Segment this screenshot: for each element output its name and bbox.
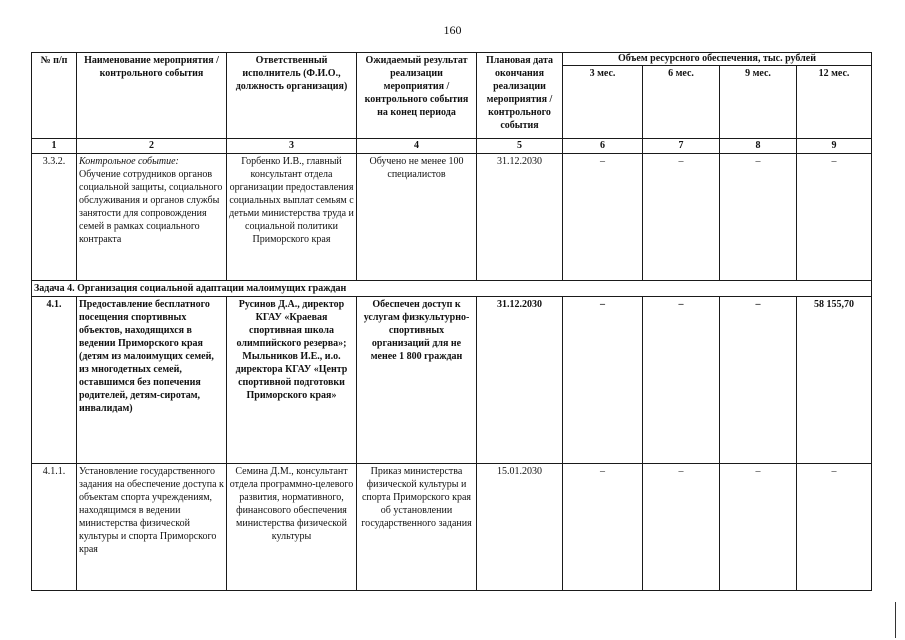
header-num: № п/п <box>32 53 77 139</box>
row-9-months: – <box>720 464 797 591</box>
column-number: 2 <box>77 139 227 154</box>
row-6-months: – <box>643 154 720 281</box>
action-plan-table <box>31 52 872 591</box>
header-6-months: 6 мес. <box>643 66 720 139</box>
row-name: Предоставление бесплатного посещения спортивных объектов, находящихся в ведении Приморского края (детям из малоимущих семей, из многодетных семей, оставшимся без попечения родителей, детям-сиротам, инвалидам) <box>77 297 227 464</box>
table-row <box>32 464 872 591</box>
row-num: 4.1. <box>32 297 77 464</box>
column-number: 3 <box>227 139 357 154</box>
row-12-months: – <box>797 154 872 281</box>
header-name: Наименование мероприятия / контрольного события <box>77 53 227 139</box>
row-result: Приказ министерства физической культуры и спорта Приморского края об установлении государственного задания <box>357 464 477 591</box>
scan-edge-mark <box>895 602 896 638</box>
task-title: Задача 4. Организация социальной адаптации малоимущих граждан <box>32 281 872 297</box>
row-result: Обучено не менее 100 специалистов <box>357 154 477 281</box>
column-number: 8 <box>720 139 797 154</box>
header-date: Плановая дата окончания реализации мероприятия / контрольного события <box>477 53 563 139</box>
column-numbers-row <box>32 139 872 154</box>
column-number: 4 <box>357 139 477 154</box>
row-9-months: – <box>720 297 797 464</box>
header-9-months: 9 мес. <box>720 66 797 139</box>
row-9-months: – <box>720 154 797 281</box>
table-row <box>32 297 872 464</box>
row-num: 4.1.1. <box>32 464 77 591</box>
table-row <box>32 154 872 281</box>
column-number: 7 <box>643 139 720 154</box>
row-responsible: Русинов Д.А., директор КГАУ «Краевая спортивная школа олимпийского резерва»; Мыльников И.Е., и.о. директора КГАУ «Центр спортивной подготовки Приморского края» <box>227 297 357 464</box>
row-3-months: – <box>563 154 643 281</box>
row-3-months: – <box>563 464 643 591</box>
row-responsible: Горбенко И.В., главный консультант отдела организации предоставления социальных выплат семьям с детьми министерства труда и социальной политики Приморского края <box>227 154 357 281</box>
task-row <box>32 281 872 297</box>
row-12-months: 58 155,70 <box>797 297 872 464</box>
row-6-months: – <box>643 464 720 591</box>
row-12-months: – <box>797 464 872 591</box>
row-name: Контрольное событие: Обучение сотрудников органов социальной защиты, социального обслуживания и органов службы занятости для сопровождения семей в рамках социального контракта <box>77 154 227 281</box>
column-number: 1 <box>32 139 77 154</box>
row-num: 3.3.2. <box>32 154 77 281</box>
header-12-months: 12 мес. <box>797 66 872 139</box>
row-6-months: – <box>643 297 720 464</box>
column-number: 6 <box>563 139 643 154</box>
column-number: 5 <box>477 139 563 154</box>
page-number: 160 <box>443 23 462 37</box>
row-responsible: Семина Д.М., консультант отдела программно-целевого развития, нормативного, финансового обеспечения министерства физической культуры <box>227 464 357 591</box>
header-resources: Объем ресурсного обеспечения, тыс. рублей <box>563 53 872 66</box>
header-responsible: Ответственный исполнитель (Ф.И.О., должность организация) <box>227 53 357 139</box>
header-row <box>32 53 872 66</box>
header-result: Ожидаемый результат реализации мероприятия / контрольного события на конец периода <box>357 53 477 139</box>
row-result: Обеспечен доступ к услугам физкультурно-спортивных организаций для не менее 1 800 граждан <box>357 297 477 464</box>
row-3-months: – <box>563 297 643 464</box>
column-number: 9 <box>797 139 872 154</box>
row-date: 31.12.2030 <box>477 297 563 464</box>
row-date: 31.12.2030 <box>477 154 563 281</box>
row-name: Установление государственного задания на обеспечение доступа к объектам спорта учреждениям, находящимся в ведении министерства физической культуры и спорта Приморского края <box>77 464 227 591</box>
control-event-label: Контрольное событие: <box>79 156 179 167</box>
row-date: 15.01.2030 <box>477 464 563 591</box>
header-3-months: 3 мес. <box>563 66 643 139</box>
